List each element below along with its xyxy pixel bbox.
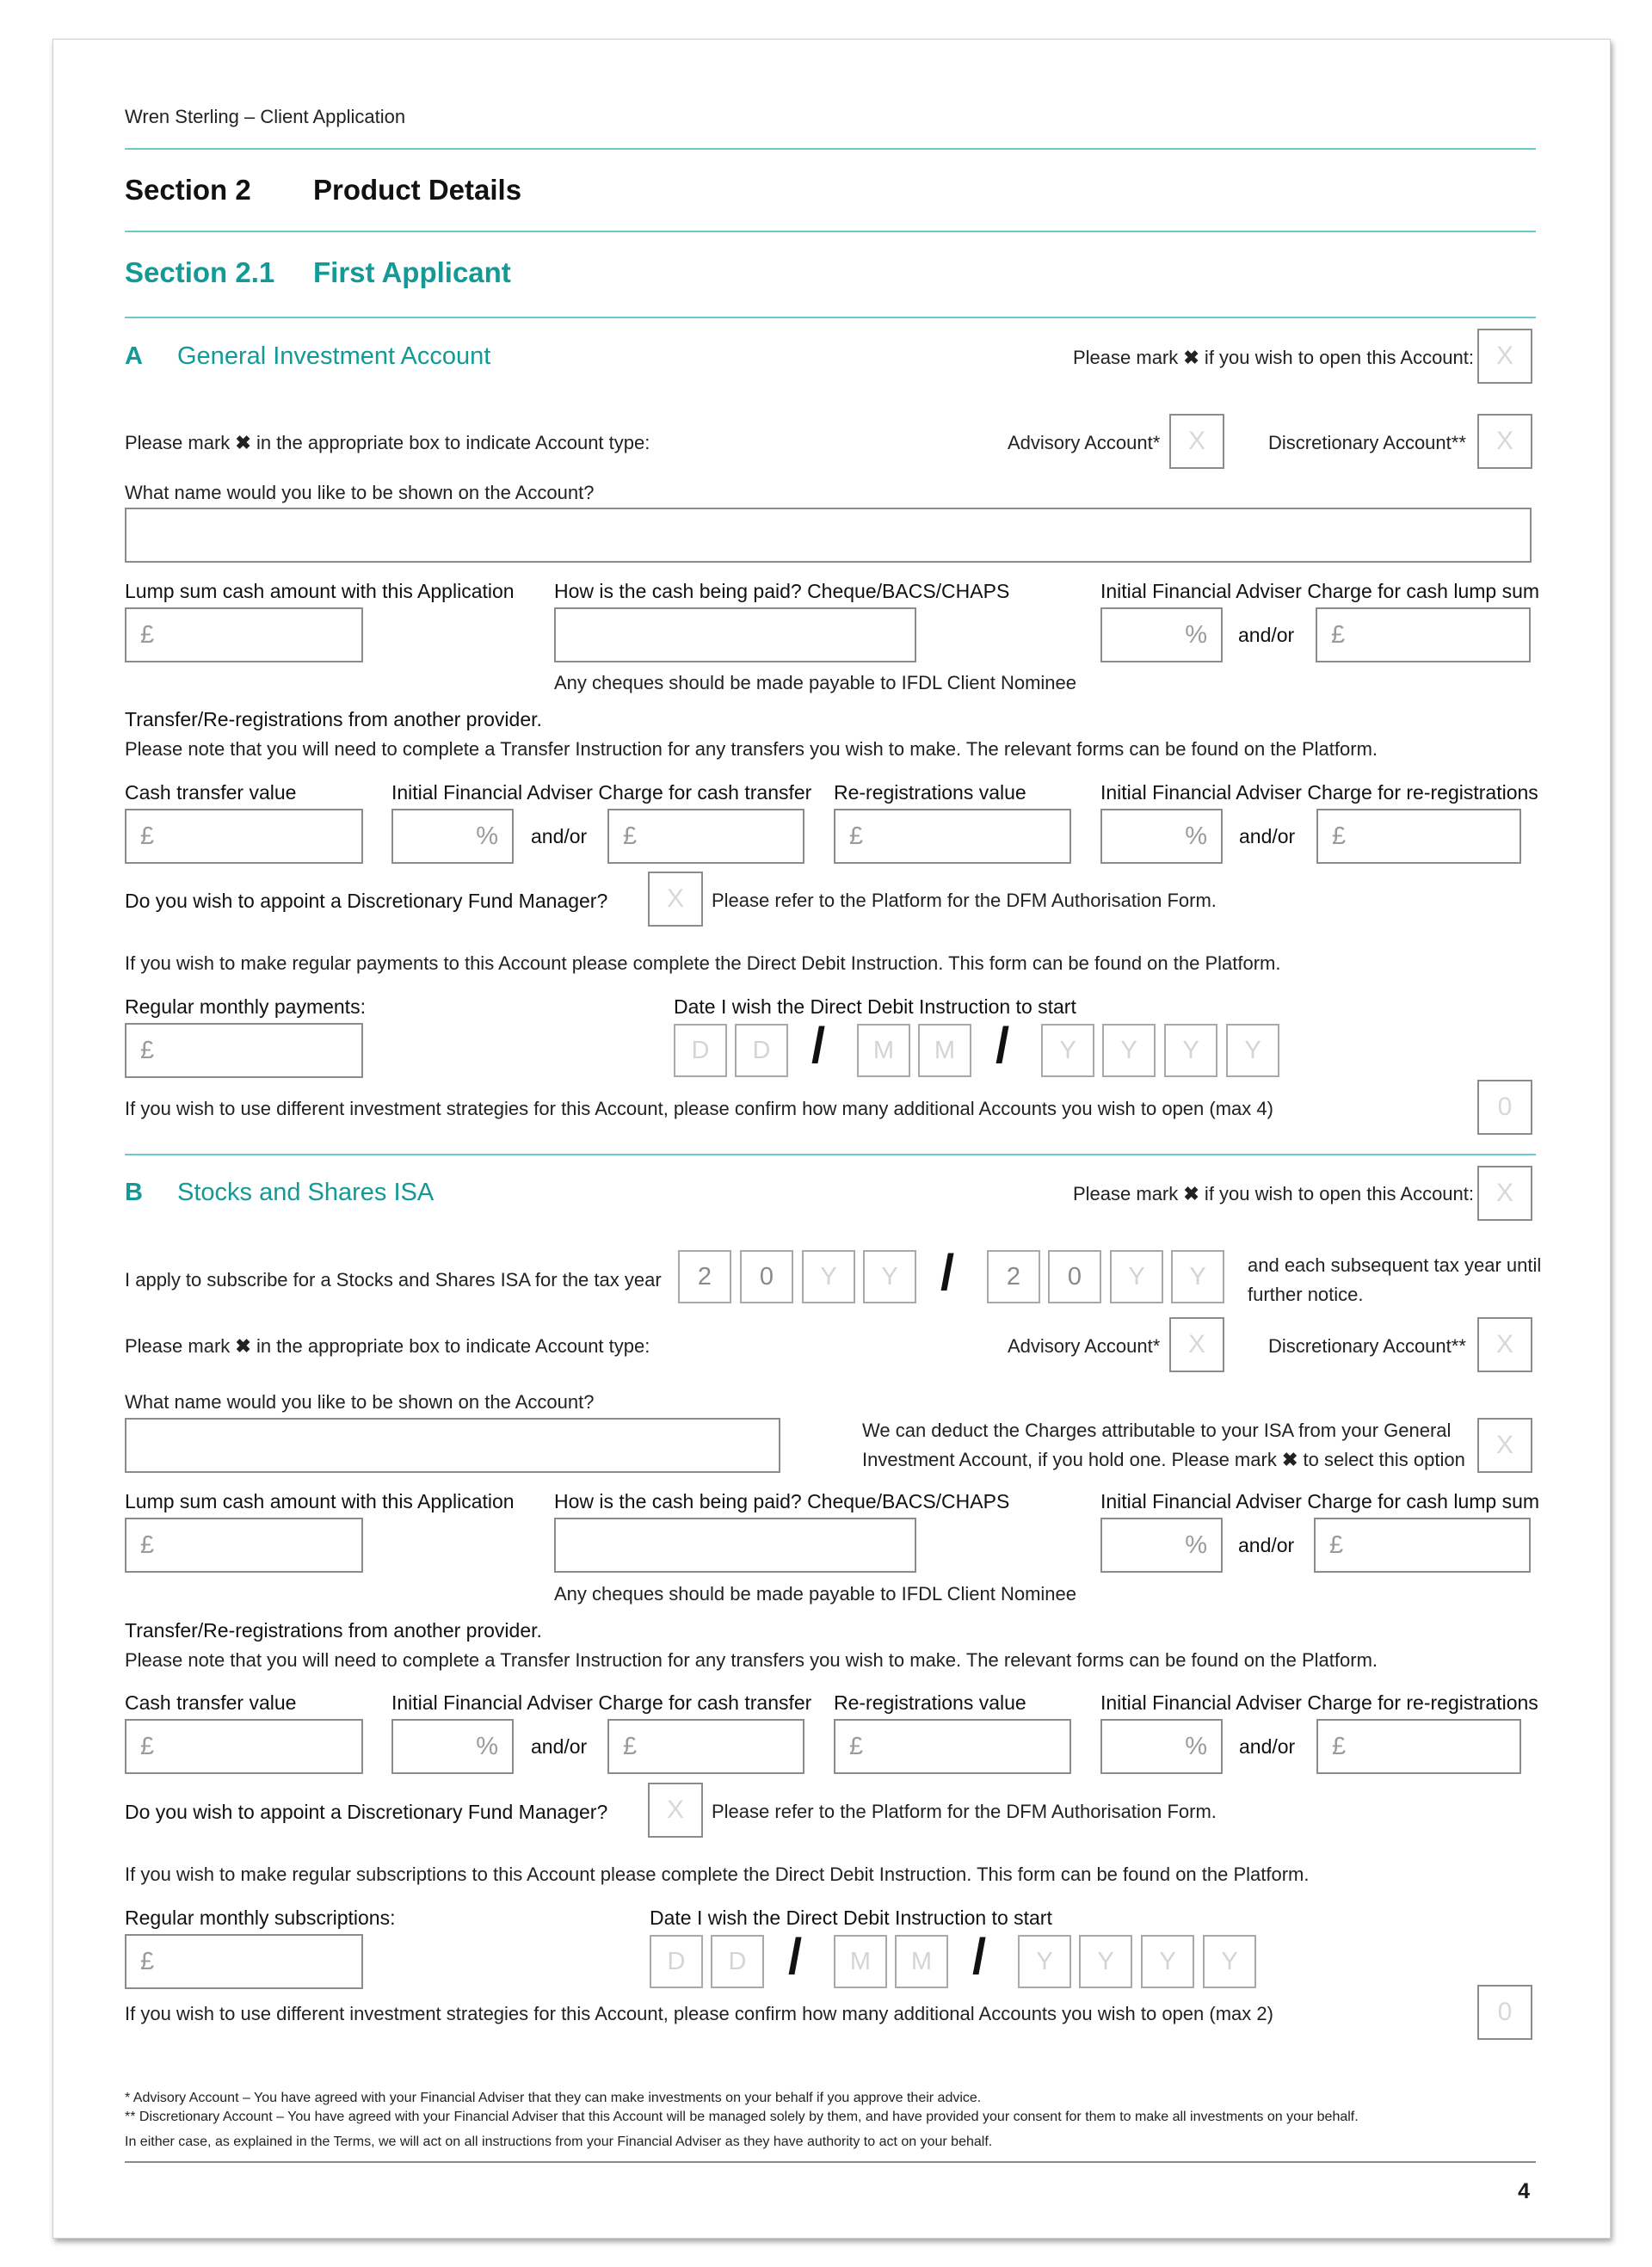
ifa-transfer-label: Initial Financial Adviser Charge for cash transfer — [391, 1691, 812, 1714]
divider — [125, 231, 1536, 232]
deduct-charges-checkbox[interactable]: X — [1477, 1418, 1532, 1473]
ifa-rereg-amount-field[interactable] — [1316, 809, 1521, 864]
regular-payments-label: Regular monthly payments: — [125, 995, 366, 1018]
ifa-lump-amount-field[interactable] — [1314, 1518, 1531, 1573]
ifa-rereg-percent-field[interactable] — [1100, 809, 1223, 864]
date-month-2[interactable]: M — [895, 1935, 948, 1988]
rereg-value-field[interactable] — [834, 809, 1071, 864]
subsequent-text: and each subsequent tax year until — [1248, 1254, 1542, 1276]
tax-year-digit[interactable]: 2 — [678, 1250, 731, 1303]
tax-year-digit[interactable]: Y — [863, 1250, 916, 1303]
transfer-note: Please note that you will need to complete a Transfer Instruction for any transfers you wish to make. The relevant forms can be found on the Platform. — [125, 1649, 1378, 1671]
divider — [125, 1154, 1536, 1155]
footnote-discretionary: ** Discretionary Account – You have agreed with your Financial Adviser that this Account will be managed solely by them, and have provided your consent for them to make all investments on your behalf. — [125, 2110, 1359, 2124]
ifa-transfer-label: Initial Financial Adviser Charge for cash transfer — [391, 781, 812, 804]
additional-accounts-field[interactable]: 0 — [1477, 1080, 1532, 1135]
subsequent-text: further notice. — [1248, 1284, 1364, 1305]
cash-transfer-label: Cash transfer value — [125, 1691, 297, 1714]
section-b-letter: B — [125, 1179, 143, 1206]
ifa-rereg-percent-field[interactable] — [1100, 1719, 1223, 1774]
dfm-checkbox[interactable]: X — [648, 872, 703, 927]
ifa-transfer-amount-field[interactable] — [607, 809, 804, 864]
advisory-checkbox[interactable]: X — [1169, 1317, 1224, 1372]
dfm-question: Do you wish to appoint a Discretionary Fund Manager? — [125, 1801, 608, 1823]
lump-sum-field[interactable] — [125, 1518, 363, 1573]
date-year-4[interactable]: Y — [1226, 1024, 1279, 1077]
pound-symbol: £ — [140, 1037, 155, 1064]
tax-year-digit[interactable]: 2 — [987, 1250, 1040, 1303]
additional-accounts-note: If you wish to use different investment strategies for this Account, please confirm how many additional Accounts you wish to open (max 4) — [125, 1098, 1273, 1119]
open-account-instruction: Please mark ✖ if you wish to open this Account: — [1072, 347, 1474, 368]
pound-symbol: £ — [849, 822, 864, 850]
subscribe-label: I apply to subscribe for a Stocks and Shares ISA for the tax year — [125, 1269, 662, 1291]
date-year-2[interactable]: Y — [1079, 1935, 1132, 1988]
open-gia-checkbox[interactable]: X — [1477, 329, 1532, 384]
ifa-rereg-label: Initial Financial Adviser Charge for re-registrations — [1100, 781, 1538, 804]
cash-transfer-field[interactable] — [125, 809, 363, 864]
pound-symbol: £ — [140, 822, 155, 850]
section-b-title: Stocks and Shares ISA — [177, 1179, 435, 1206]
ifa-transfer-percent-field[interactable] — [391, 809, 514, 864]
and-or-label: and/or — [1239, 1735, 1296, 1758]
open-isa-checkbox[interactable]: X — [1477, 1166, 1532, 1221]
ifa-rereg-label: Initial Financial Adviser Charge for re-registrations — [1100, 1691, 1538, 1714]
percent-symbol: % — [476, 822, 498, 850]
pound-symbol: £ — [623, 1733, 638, 1760]
date-slash: / — [996, 1018, 1010, 1074]
date-month-2[interactable]: M — [918, 1024, 971, 1077]
dfm-checkbox[interactable]: X — [648, 1783, 703, 1838]
regular-payments-note: If you wish to make regular payments to this Account please complete the Direct Debit Instruction. This form can be found on the Platform. — [125, 952, 1281, 974]
additional-accounts-note: If you wish to use different investment strategies for this Account, please confirm how many additional Accounts you wish to open (max 2) — [125, 2003, 1273, 2024]
dfm-question: Do you wish to appoint a Discretionary Fund Manager? — [125, 890, 608, 912]
regular-payments-field[interactable] — [125, 1023, 363, 1078]
dfm-note: Please refer to the Platform for the DFM Authorisation Form. — [712, 890, 1217, 911]
date-year-3[interactable]: Y — [1141, 1935, 1194, 1988]
ifa-lump-amount-field[interactable] — [1316, 607, 1531, 662]
ifa-lump-label: Initial Financial Adviser Charge for cash lump sum — [1100, 1490, 1540, 1512]
ifa-transfer-percent-field[interactable] — [391, 1719, 514, 1774]
ifa-lump-percent-field[interactable] — [1100, 607, 1223, 662]
cheques-note: Any cheques should be made payable to IFDL Client Nominee — [554, 1583, 1076, 1605]
transfer-note: Please note that you will need to complete a Transfer Instruction for any transfers you wish to make. The relevant forms can be found on the Platform. — [125, 738, 1378, 760]
lump-sum-label: Lump sum cash amount with this Application — [125, 580, 515, 602]
discretionary-label: Discretionary Account** — [1268, 1335, 1466, 1357]
footnote-either-case: In either case, as explained in the Terms, we will act on all instructions from your Financial Adviser as they have authority to act on your behalf. — [125, 2135, 993, 2149]
date-slash: / — [788, 1929, 803, 1985]
date-year-3[interactable]: Y — [1164, 1024, 1217, 1077]
footer-divider — [125, 2161, 1536, 2163]
advisory-label: Advisory Account* — [1008, 1335, 1161, 1357]
discretionary-label: Discretionary Account** — [1268, 432, 1466, 453]
lump-sum-label: Lump sum cash amount with this Application — [125, 1490, 515, 1512]
lump-sum-field[interactable] — [125, 607, 363, 662]
date-year-1[interactable]: Y — [1041, 1024, 1094, 1077]
deduct-charges-text: Investment Account, if you hold one. Please mark ✖ to select this option — [862, 1449, 1465, 1470]
dfm-note: Please refer to the Platform for the DFM Authorisation Form. — [712, 1801, 1217, 1822]
transfer-heading: Transfer/Re-registrations from another provider. — [125, 708, 542, 730]
subsection-number: Section 2.1 — [125, 256, 275, 288]
deduct-charges-text: We can deduct the Charges attributable to your ISA from your General — [862, 1420, 1452, 1441]
tax-year-digit[interactable]: Y — [1171, 1250, 1224, 1303]
pound-symbol: £ — [140, 1531, 155, 1559]
regular-subscriptions-field[interactable] — [125, 1934, 363, 1989]
open-account-instruction: Please mark ✖ if you wish to open this Account: — [1072, 1183, 1474, 1204]
discretionary-checkbox[interactable]: X — [1477, 1317, 1532, 1372]
section-a-letter: A — [125, 342, 143, 370]
percent-symbol: % — [476, 1733, 498, 1760]
account-name-field[interactable] — [125, 1418, 780, 1473]
account-name-field[interactable] — [125, 508, 1532, 563]
ifa-transfer-amount-field[interactable] — [607, 1719, 804, 1774]
advisory-label: Advisory Account* — [1008, 432, 1161, 453]
and-or-label: and/or — [1238, 1534, 1295, 1556]
section-title: Product Details — [313, 174, 522, 206]
tax-year-digit[interactable]: Y — [1110, 1250, 1163, 1303]
percent-symbol: % — [1185, 822, 1207, 850]
date-month-1[interactable]: M — [857, 1024, 910, 1077]
date-year-4[interactable]: Y — [1203, 1935, 1256, 1988]
document-title: Wren Sterling – Client Application — [125, 106, 406, 127]
cash-transfer-label: Cash transfer value — [125, 781, 297, 804]
and-or-label: and/or — [1238, 624, 1295, 646]
percent-symbol: % — [1185, 1733, 1207, 1760]
date-slash: / — [972, 1929, 987, 1985]
regular-subscriptions-label: Regular monthly subscriptions: — [125, 1907, 396, 1929]
section-a-title: General Investment Account — [177, 342, 491, 370]
pound-symbol: £ — [849, 1733, 864, 1760]
payment-method-label: How is the cash being paid? Cheque/BACS/CHAPS — [554, 1490, 1010, 1512]
and-or-label: and/or — [1239, 825, 1296, 847]
and-or-label: and/or — [531, 825, 588, 847]
discretionary-checkbox[interactable]: X — [1477, 414, 1532, 469]
and-or-label: and/or — [531, 1735, 588, 1758]
ifa-lump-percent-field[interactable] — [1100, 1518, 1223, 1573]
date-day-2[interactable]: D — [735, 1024, 788, 1077]
date-slash: / — [811, 1018, 826, 1074]
account-name-label: What name would you like to be shown on the Account? — [125, 1391, 595, 1413]
pound-symbol: £ — [623, 822, 638, 850]
rereg-value-label: Re-registrations value — [834, 1691, 1026, 1714]
payment-method-label: How is the cash being paid? Cheque/BACS/CHAPS — [554, 580, 1010, 602]
cheques-note: Any cheques should be made payable to IFDL Client Nominee — [554, 672, 1076, 693]
pound-symbol: £ — [1332, 1733, 1347, 1760]
rereg-value-label: Re-registrations value — [834, 781, 1026, 804]
section-number: Section 2 — [125, 174, 251, 206]
subsection-title: First Applicant — [313, 256, 511, 288]
tax-year-digit[interactable]: Y — [802, 1250, 855, 1303]
date-day-1[interactable]: D — [650, 1935, 703, 1988]
percent-symbol: % — [1185, 621, 1207, 649]
page-number: 4 — [1518, 2179, 1530, 2203]
divider — [125, 317, 1536, 318]
rereg-value-field[interactable] — [834, 1719, 1071, 1774]
ifa-rereg-amount-field[interactable] — [1316, 1719, 1521, 1774]
date-day-2[interactable]: D — [711, 1935, 764, 1988]
transfer-heading: Transfer/Re-registrations from another provider. — [125, 1619, 542, 1642]
account-type-instruction: Please mark ✖ in the appropriate box to indicate Account type: — [125, 432, 650, 453]
additional-accounts-field[interactable]: 0 — [1477, 1985, 1532, 2040]
date-month-1[interactable]: M — [834, 1935, 887, 1988]
divider — [125, 148, 1536, 150]
percent-symbol: % — [1185, 1531, 1207, 1559]
date-day-1[interactable]: D — [674, 1024, 727, 1077]
tax-year-slash: / — [940, 1245, 955, 1301]
date-year-1[interactable]: Y — [1018, 1935, 1071, 1988]
pound-symbol: £ — [140, 621, 155, 649]
date-year-2[interactable]: Y — [1102, 1024, 1156, 1077]
pound-symbol: £ — [1331, 621, 1346, 649]
ifa-lump-label: Initial Financial Adviser Charge for cash lump sum — [1100, 580, 1540, 602]
payment-method-field[interactable] — [554, 1518, 916, 1573]
footnote-advisory: * Advisory Account – You have agreed with your Financial Adviser that they can make investments on your behalf if you approve their advice. — [125, 2091, 982, 2105]
pound-symbol: £ — [140, 1733, 155, 1760]
pound-symbol: £ — [1332, 822, 1347, 850]
payment-method-field[interactable] — [554, 607, 916, 662]
account-name-label: What name would you like to be shown on the Account? — [125, 482, 595, 503]
tax-year-digit[interactable]: 0 — [1048, 1250, 1101, 1303]
tax-year-digit[interactable]: 0 — [740, 1250, 793, 1303]
advisory-checkbox[interactable]: X — [1169, 414, 1224, 469]
regular-subscriptions-note: If you wish to make regular subscriptions to this Account please complete the Direct Debit Instruction. This form can be found on the Platform. — [125, 1863, 1310, 1885]
pound-symbol: £ — [1329, 1531, 1344, 1559]
cash-transfer-field[interactable] — [125, 1719, 363, 1774]
pound-symbol: £ — [140, 1948, 155, 1975]
account-type-instruction: Please mark ✖ in the appropriate box to indicate Account type: — [125, 1335, 650, 1357]
dd-start-label: Date I wish the Direct Debit Instruction to start — [650, 1907, 1052, 1929]
dd-start-label: Date I wish the Direct Debit Instruction to start — [674, 995, 1076, 1018]
